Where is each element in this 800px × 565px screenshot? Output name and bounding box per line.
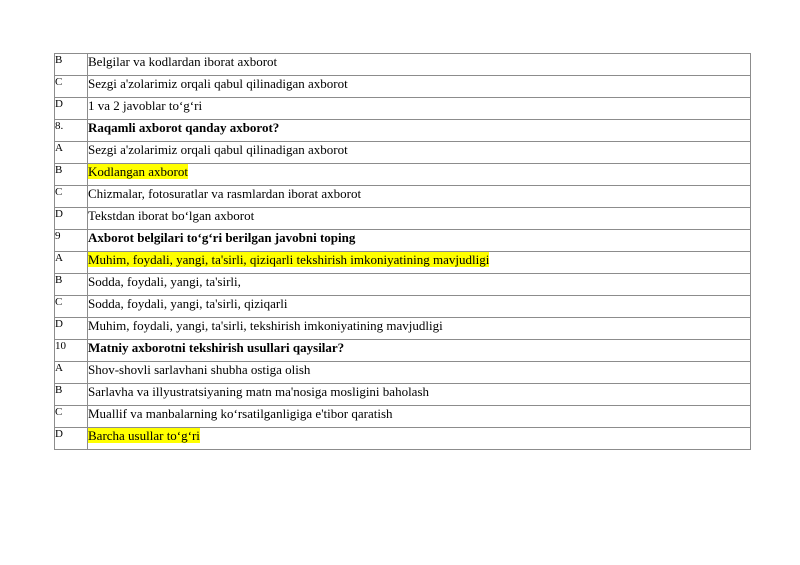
option-cell	[88, 428, 751, 450]
question-number: 9	[55, 230, 88, 252]
answer-option-row	[55, 406, 751, 428]
option-text: Shov-shovli sarlavhani shubha ostiga olish	[88, 362, 311, 377]
option-letter: A	[55, 362, 88, 384]
answer-option-row	[55, 98, 751, 120]
correct-answer-text: Barcha usullar to‘g‘ri	[88, 428, 200, 443]
question-cell	[88, 120, 751, 142]
option-cell	[88, 274, 751, 296]
question-number: 10	[55, 340, 88, 362]
answer-option-row	[55, 274, 751, 296]
answer-option-row	[55, 208, 751, 230]
option-letter: B	[55, 274, 88, 296]
option-letter: B	[55, 164, 88, 186]
option-cell	[88, 54, 751, 76]
option-letter: D	[55, 428, 88, 450]
quiz-table	[54, 53, 751, 450]
option-cell	[88, 384, 751, 406]
option-letter: D	[55, 208, 88, 230]
answer-option-row	[55, 142, 751, 164]
option-text: Belgilar va kodlardan iborat axborot	[88, 54, 278, 69]
option-letter: B	[55, 54, 88, 76]
answer-option-row	[55, 186, 751, 208]
option-text: Muallif va manbalarning ko‘rsatilganligiga e'tibor qaratish	[88, 406, 393, 421]
option-cell	[88, 362, 751, 384]
option-letter: D	[55, 98, 88, 120]
option-cell	[88, 76, 751, 98]
answer-option-row	[55, 54, 751, 76]
option-cell	[88, 318, 751, 340]
option-letter: C	[55, 186, 88, 208]
question-row	[55, 230, 751, 252]
question-text: Raqamli axborot qanday axborot?	[88, 120, 280, 135]
option-text: Sarlavha va illyustratsiyaning matn ma'nosiga mosligini baholash	[88, 384, 430, 399]
answer-option-row	[55, 362, 751, 384]
option-cell	[88, 164, 751, 186]
option-letter: C	[55, 406, 88, 428]
option-cell	[88, 142, 751, 164]
answer-option-row	[55, 76, 751, 98]
correct-answer-text: Kodlangan axborot	[88, 164, 189, 179]
option-text: Tekstdan iborat bo‘lgan axborot	[88, 208, 255, 223]
option-cell	[88, 186, 751, 208]
question-cell	[88, 230, 751, 252]
question-number: 8.	[55, 120, 88, 142]
question-row	[55, 340, 751, 362]
option-text: Chizmalar, fotosuratlar va rasmlardan iborat axborot	[88, 186, 362, 201]
option-letter: C	[55, 76, 88, 98]
option-letter: A	[55, 142, 88, 164]
question-row	[55, 120, 751, 142]
answer-option-row	[55, 252, 751, 274]
question-text: Axborot belgilari to‘g‘ri berilgan javobni toping	[88, 230, 356, 245]
answer-option-row	[55, 384, 751, 406]
option-cell	[88, 208, 751, 230]
option-letter: D	[55, 318, 88, 340]
answer-option-row	[55, 164, 751, 186]
option-text: Sezgi a'zolarimiz orqali qabul qilinadigan axborot	[88, 76, 348, 91]
option-cell	[88, 252, 751, 274]
answer-option-row	[55, 428, 751, 450]
option-text: Sodda, foydali, yangi, ta'sirli,	[88, 274, 241, 289]
option-text: Sezgi a'zolarimiz orqali qabul qilinadigan axborot	[88, 142, 348, 157]
question-text: Matniy axborotni tekshirish usullari qaysilar?	[88, 340, 345, 355]
option-cell	[88, 296, 751, 318]
answer-option-row	[55, 318, 751, 340]
option-text: Muhim, foydali, yangi, ta'sirli, tekshirish imkoniyatining mavjudligi	[88, 318, 443, 333]
option-letter: C	[55, 296, 88, 318]
quiz-table-body	[55, 54, 751, 450]
option-text: 1 va 2 javoblar to‘g‘ri	[88, 98, 203, 113]
option-cell	[88, 406, 751, 428]
question-cell	[88, 340, 751, 362]
option-letter: B	[55, 384, 88, 406]
answer-option-row	[55, 296, 751, 318]
correct-answer-text: Muhim, foydali, yangi, ta'sirli, qiziqarli tekshirish imkoniyatining mavjudligi	[88, 252, 490, 267]
option-cell	[88, 98, 751, 120]
option-text: Sodda, foydali, yangi, ta'sirli, qiziqarli	[88, 296, 288, 311]
option-letter: A	[55, 252, 88, 274]
